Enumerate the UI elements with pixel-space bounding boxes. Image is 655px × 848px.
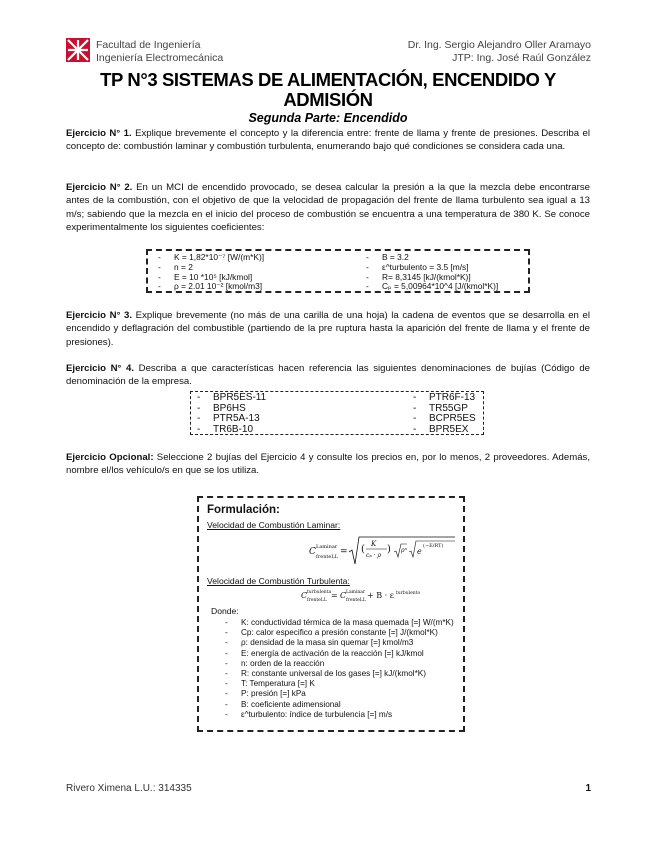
coefficients-left-column: [158, 253, 264, 292]
exercise-3-label: Ejercicio N° 3.: [66, 310, 133, 321]
definition-item: - R: constante universal de los gases [=] kJ/(kmol*K): [225, 669, 426, 679]
definition-item: - T: Temperatura [=] K: [225, 679, 315, 689]
definition-item: - Cp: calor especifico a presión constante [=] J/(kmol*K): [225, 628, 438, 638]
spark-plug-item: - BP6HS: [197, 402, 246, 414]
svg-text:ρⁿ: ρⁿ: [401, 547, 407, 554]
definition-item: - E: energía de activación de la reacción [=] kJ/kmol: [225, 648, 424, 658]
page-title: TP N°3 SISTEMAS DE ALIMENTACIÓN, ENCENDIDO Y ADMISIÓN: [100, 69, 556, 110]
staff-block: [408, 39, 591, 65]
definition-item: - P: presión [=] kPa: [225, 689, 306, 699]
svg-text:turbulenta: turbulenta: [307, 590, 332, 595]
svg-text:=: =: [331, 591, 338, 600]
svg-text:frenteLL: frenteLL: [307, 598, 327, 603]
exercise-1: [66, 127, 590, 154]
turbulent-heading: Velocidad de Combustión Turbulenta:: [207, 576, 350, 586]
coefficient-item: - n = 2: [158, 261, 193, 272]
svg-text:K: K: [371, 540, 377, 548]
svg-text:): ): [387, 544, 391, 555]
coefficient-item: - K = 1,82*10⁻⁷ [W/(m*K)]: [158, 252, 265, 262]
exercise-2: [66, 181, 590, 235]
svg-text:(: (: [361, 544, 365, 555]
coefficients-right-column: [366, 253, 498, 292]
variable-definitions: [225, 618, 454, 720]
svg-text:(−E/RT): (−E/RT): [423, 543, 444, 549]
coefficient-item: - E = 10 *10⁵ [kJ/kmol]: [158, 271, 253, 282]
svg-text:C: C: [301, 591, 308, 600]
exercise-4-label: Ejercicio N° 4.: [66, 363, 135, 374]
exercise-1-text: Explique brevemente el concepto y la diferencia entre: frente de llama y frente de presiones. Describa el concepto de: combustión laminar y combustión turbulenta, enumerando bajo qué condiciones se considera cada una.: [66, 128, 591, 153]
svg-text:Laminar: Laminar: [316, 544, 338, 550]
spark-plug-left-column: [197, 393, 266, 435]
svg-text:frenteLL: frenteLL: [316, 554, 339, 560]
coefficients-box: [146, 249, 530, 293]
optional-exercise-label: Ejercicio Opcional:: [66, 452, 154, 463]
definition-item: - K: conductividad térmica de la masa quemada [=] W/(m*K): [225, 618, 454, 627]
svg-text:e: e: [417, 547, 422, 556]
exercise-2-label: Ejercicio N° 2.: [66, 182, 133, 193]
page-number: 1: [585, 783, 591, 794]
optional-exercise-text: Seleccione 2 bujías del Ejercicio 4 y consulte los precios en, por lo menos, 2 proveedores. Además, nombre el/los vehículo/s en que se los utiliza.: [66, 452, 590, 477]
footer-author: Rivero Ximena L.U.: 314335: [66, 783, 192, 794]
spark-plug-item: - PTR5A-13: [197, 413, 260, 425]
faculty-logo-icon: [66, 38, 90, 62]
exercise-4: [66, 362, 590, 389]
faculty-line-1: Facultad de Ingeniería: [96, 39, 201, 51]
svg-text:frenteLL: frenteLL: [346, 598, 366, 603]
coefficient-item: - ρ = 2.01 10⁻² [kmol/m3]: [158, 281, 263, 292]
spark-plug-right-column: [413, 393, 476, 435]
spark-plug-item: - PTR6F-13: [413, 392, 476, 403]
professor-name: Dr. Ing. Sergio Alejandro Oller Aramayo: [407, 39, 591, 51]
definition-item: - n: orden de la reacción: [225, 658, 325, 668]
exercise-3: [66, 309, 590, 349]
jtp-name: JTP: Ing. José Raúl González: [452, 52, 591, 64]
formulation-box: [197, 496, 465, 732]
coefficient-item: - ε^turbulento = 3.5 [m/s]: [366, 261, 469, 272]
spark-plug-item: - BPR5EX: [413, 423, 469, 435]
optional-exercise: [66, 451, 590, 478]
formulation-title: Formulación:: [207, 504, 280, 516]
svg-text:C: C: [309, 547, 316, 557]
faculty-line-2: Ingeniería Electromecánica: [96, 52, 224, 64]
spark-plug-item: - BCPR5ES: [413, 413, 476, 425]
coefficient-item: - B = 3.2: [366, 252, 409, 262]
definition-item: - ε^turbulento: índice de turbulencia [=] m/s: [225, 709, 393, 719]
exercise-3-text: Explique brevemente (no más de una carilla de una hoja) la cadena de eventos que se desarrolla en el encendido y deflagración del combustible (partiendo de la pre ruptura hasta la aparición del frente de llama y el frente de presiones).: [66, 310, 591, 348]
laminar-speed-equation: [309, 534, 457, 568]
coefficient-item: - R= 8,3145 [kJ/(kmol*K)]: [366, 271, 471, 282]
svg-text:+ B · ε: + B · ε: [367, 591, 394, 600]
definition-item: - ρ: densidad de la masa sin quemar [=] kmol/m3: [225, 638, 414, 648]
exercise-4-text: Describa a que características hacen referencia las siguientes denominaciones de bujías (Código de denominación de la empresa.: [66, 363, 590, 388]
turbulent-speed-equation: [301, 586, 451, 604]
where-label: Donde:: [211, 606, 239, 616]
definition-item: - B: coeficiente adimensional: [225, 699, 341, 709]
exercise-2-text: En un MCI de encendido provocado, se desea calcular la presión a la que la mezcla debe encontrarse antes de la combustión, con el objetivo de que la velocidad de propagación del frente de llama turbulento sea igual a 13 m/s; sabiendo que la mezcla en el inicio del proceso de combustión se encuentra a una temperatura de 380 K. Se conoce experimentalmente los siguientes coeficientes:: [66, 182, 590, 234]
faculty-name: [96, 39, 223, 65]
svg-text:cₚ · ρ: cₚ · ρ: [366, 552, 382, 559]
exercise-1-label: Ejercicio N° 1.: [66, 128, 132, 139]
page-subtitle: Segunda Parte: Encendido: [248, 111, 408, 125]
svg-text:Laminar: Laminar: [346, 590, 366, 595]
svg-text:=: =: [340, 547, 348, 557]
coefficient-item: - Cₚ = 5,00964*10^4 [J/(kmol*K)]: [366, 281, 499, 292]
spark-plug-item: - TR55GP: [413, 402, 468, 414]
spark-plug-item: - TR6B-10: [197, 423, 254, 435]
spark-plug-codes-box: [190, 391, 484, 435]
laminar-heading: Velocidad de Combustión Laminar:: [207, 520, 341, 530]
spark-plug-item: - BPR5ES-11: [197, 392, 267, 403]
svg-text:turbulento: turbulento: [396, 591, 421, 596]
svg-text:C: C: [340, 591, 347, 600]
